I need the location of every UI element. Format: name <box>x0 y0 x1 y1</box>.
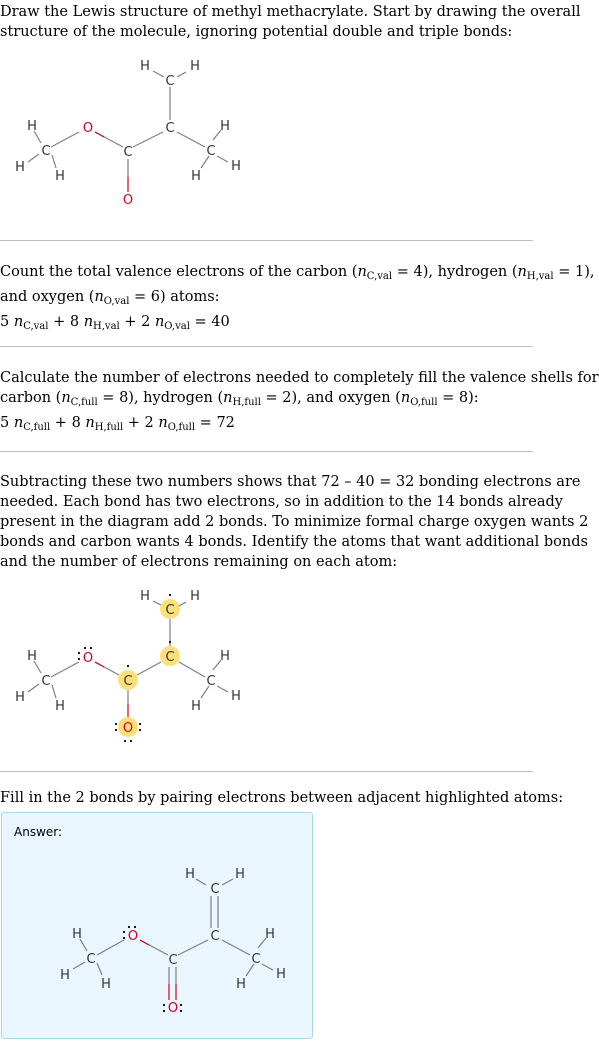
atom-c: C <box>168 953 178 968</box>
full-total: 72 <box>216 415 235 431</box>
atom-h: H <box>191 169 201 184</box>
step2-line1-text: Count the total valence electrons of the carbon ( <box>0 264 358 280</box>
step2-line2-text: and oxygen ( <box>0 289 95 305</box>
atom-h: H <box>140 589 150 604</box>
atom-c: C <box>41 674 51 689</box>
atom-h: H <box>236 977 246 992</box>
step4-line2: needed. Each bond has two electrons, so in addition to the 14 bonds already <box>0 494 563 510</box>
atom-c: C <box>123 145 133 160</box>
step1-text <box>0 2 581 42</box>
step2-line1: Count the total valence electrons of the carbon $(n_{C,val} = 4)$, hydrogen $(n_{H,val} = 1)$, <box>0 264 595 282</box>
atom-c: C <box>86 952 96 967</box>
atom-h: H <box>265 927 275 942</box>
step4-line5: and the number of electrons remaining on each atom: <box>0 554 398 570</box>
atom-c: C <box>41 144 51 159</box>
step4-line4: bonds and carbon wants 4 bonds. Identify the atoms that want additional bonds <box>0 534 588 550</box>
atom-h: H <box>220 119 230 134</box>
c-val: 4 <box>413 264 423 280</box>
atom-h: H <box>190 589 200 604</box>
atom-o: O <box>82 651 94 666</box>
final-lewis-structure-diagram <box>0 855 313 1035</box>
atom-c: C <box>123 674 133 689</box>
h-full: 2 <box>282 390 292 406</box>
atom-c: C <box>165 650 175 665</box>
atom-c: C <box>251 952 261 967</box>
atom-c: C <box>165 603 175 618</box>
atom-h: H <box>276 967 286 982</box>
step2-text <box>0 262 595 337</box>
step3-line2: carbon $(n_{C,full} = 8)$, hydrogen $(n_{H,full} = 2)$, and oxygen $(n_{O,full} = 8)$: <box>0 390 479 408</box>
atom-h: H <box>185 867 195 882</box>
atom-c: C <box>210 929 220 944</box>
atom-c: C <box>206 144 216 159</box>
atom-h: H <box>72 927 82 942</box>
atom-o: O <box>122 193 134 208</box>
atom-c: C <box>165 74 175 89</box>
atom-c: C <box>165 121 175 136</box>
step3-text <box>0 368 599 438</box>
divider <box>0 771 533 772</box>
step2-line2: and oxygen $(n_{O,val} = 6)$ atoms: <box>0 289 220 307</box>
step1-line2: structure of the molecule, ignoring potential double and triple bonds: <box>0 24 513 40</box>
atom-h: H <box>15 160 25 175</box>
step4-line3: present in the diagram add 2 bonds. To minimize formal charge oxygen wants 2 <box>0 514 589 530</box>
atom-h: H <box>140 59 150 74</box>
step4-text <box>0 472 589 572</box>
c-full: 8 <box>119 390 129 406</box>
divider <box>0 451 533 452</box>
atom-h: H <box>231 689 241 704</box>
atom-c: C <box>210 882 220 897</box>
atom-o: O <box>122 721 134 736</box>
atom-h: H <box>220 649 230 664</box>
step3-equation: 5 $n_{C,full} + 8$ $n_{H,full} + 2$ $n_{O,full} = 72$ <box>0 415 235 433</box>
atom-o: O <box>167 1001 179 1016</box>
atom-c: C <box>206 674 216 689</box>
atom-h: H <box>190 59 200 74</box>
o-val: 6 <box>150 289 161 305</box>
step3-line1: Calculate the number of electrons needed to completely fill the valence shells for <box>0 370 599 386</box>
step2-equation: 5 $n_{C,val} + 8$ $n_{H,val} + 2$ $n_{O,val} = 40$ <box>0 314 230 332</box>
skeleton-structure-diagram <box>0 50 300 230</box>
valence-total: 40 <box>211 314 230 330</box>
atom-h: H <box>27 119 37 134</box>
atom-h: H <box>55 699 65 714</box>
step1-line1: Draw the Lewis structure of methyl methacrylate. Start by drawing the overall <box>0 4 581 20</box>
highlighted-structure-diagram <box>0 580 300 770</box>
atom-h: H <box>55 169 65 184</box>
atom-h: H <box>231 159 241 174</box>
atom-h: H <box>191 699 201 714</box>
h-val: 1 <box>574 264 585 280</box>
atom-h: H <box>60 968 70 983</box>
step4-line1: Subtracting these two numbers shows that 72 – 40 = 32 bonding electrons are <box>0 474 581 490</box>
answer-label: Answer: <box>14 825 63 839</box>
atom-h: H <box>15 690 25 705</box>
o-full: 8 <box>458 390 469 406</box>
atom-h: H <box>235 867 245 882</box>
divider <box>0 346 533 347</box>
atom-h: H <box>27 649 37 664</box>
atom-o: O <box>82 121 94 136</box>
divider <box>0 240 533 241</box>
step5-line1: Fill in the 2 bonds by pairing electrons between adjacent highlighted atoms: <box>0 790 564 806</box>
atom-o: O <box>127 929 139 944</box>
step5-text <box>0 788 564 808</box>
atom-h: H <box>101 977 111 992</box>
